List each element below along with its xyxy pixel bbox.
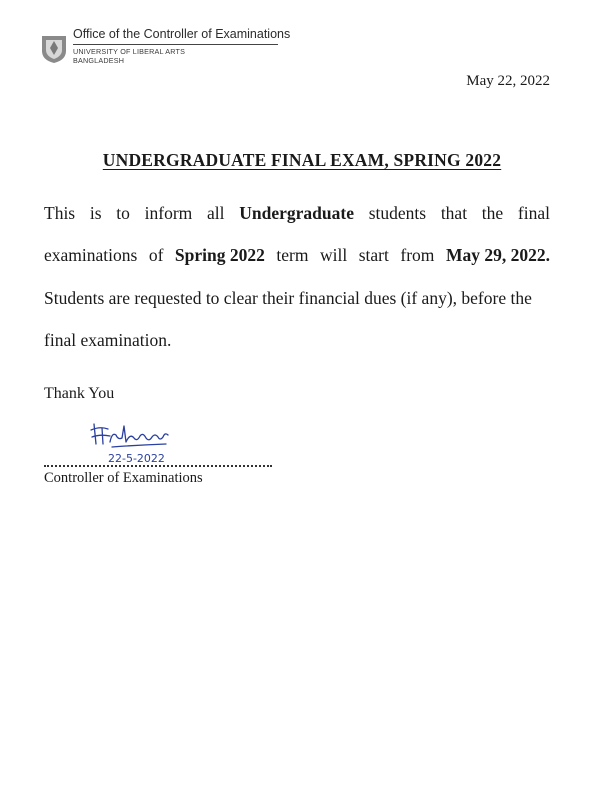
notice-title: [0, 150, 604, 171]
country-name: BANGLADESH: [73, 56, 125, 65]
body-word: term: [276, 245, 309, 265]
body-word: This: [44, 203, 76, 223]
letterhead-rule: [73, 44, 278, 45]
start-date-emphasis: May 29, 2022.: [445, 245, 550, 265]
term-emphasis: Spring 2022: [174, 245, 265, 265]
body-word: start: [358, 245, 389, 265]
university-name: UNIVERSITY OF LIBERAL ARTS: [73, 47, 186, 56]
body-word: to: [116, 203, 130, 223]
body-word: of: [148, 245, 164, 265]
office-name: Office of the Controller of Examinations: [73, 27, 291, 41]
body-word: the: [481, 203, 504, 223]
handwritten-signature: [88, 418, 198, 466]
notice-date: May 22, 2022: [466, 73, 550, 89]
university-logo-icon: [40, 34, 68, 64]
body-line-2: [44, 245, 550, 266]
body-word: inform: [144, 203, 193, 223]
body-word: all: [207, 203, 225, 223]
signatory-title: Controller of Examinations: [44, 470, 203, 486]
body-word: that: [440, 203, 468, 223]
body-word: students: [368, 203, 427, 223]
notice-title-text: UNDERGRADUATE FINAL EXAM, SPRING 2022: [102, 150, 502, 170]
undergraduate-emphasis: Undergraduate: [239, 203, 354, 223]
body-word: from: [400, 245, 435, 265]
body-line-4: final examination.: [44, 330, 172, 350]
body-word: final: [517, 203, 550, 223]
body-line-1: [44, 203, 550, 224]
body-word: examinations: [44, 245, 138, 265]
closing-text: Thank You: [44, 385, 115, 402]
body-line-3: Students are requested to clear their financial dues (if any), before the: [44, 288, 532, 308]
signature-line: [44, 465, 272, 467]
body-word: is: [89, 203, 102, 223]
signature-date: 22-5-2022: [108, 452, 165, 465]
body-word: will: [319, 245, 348, 265]
